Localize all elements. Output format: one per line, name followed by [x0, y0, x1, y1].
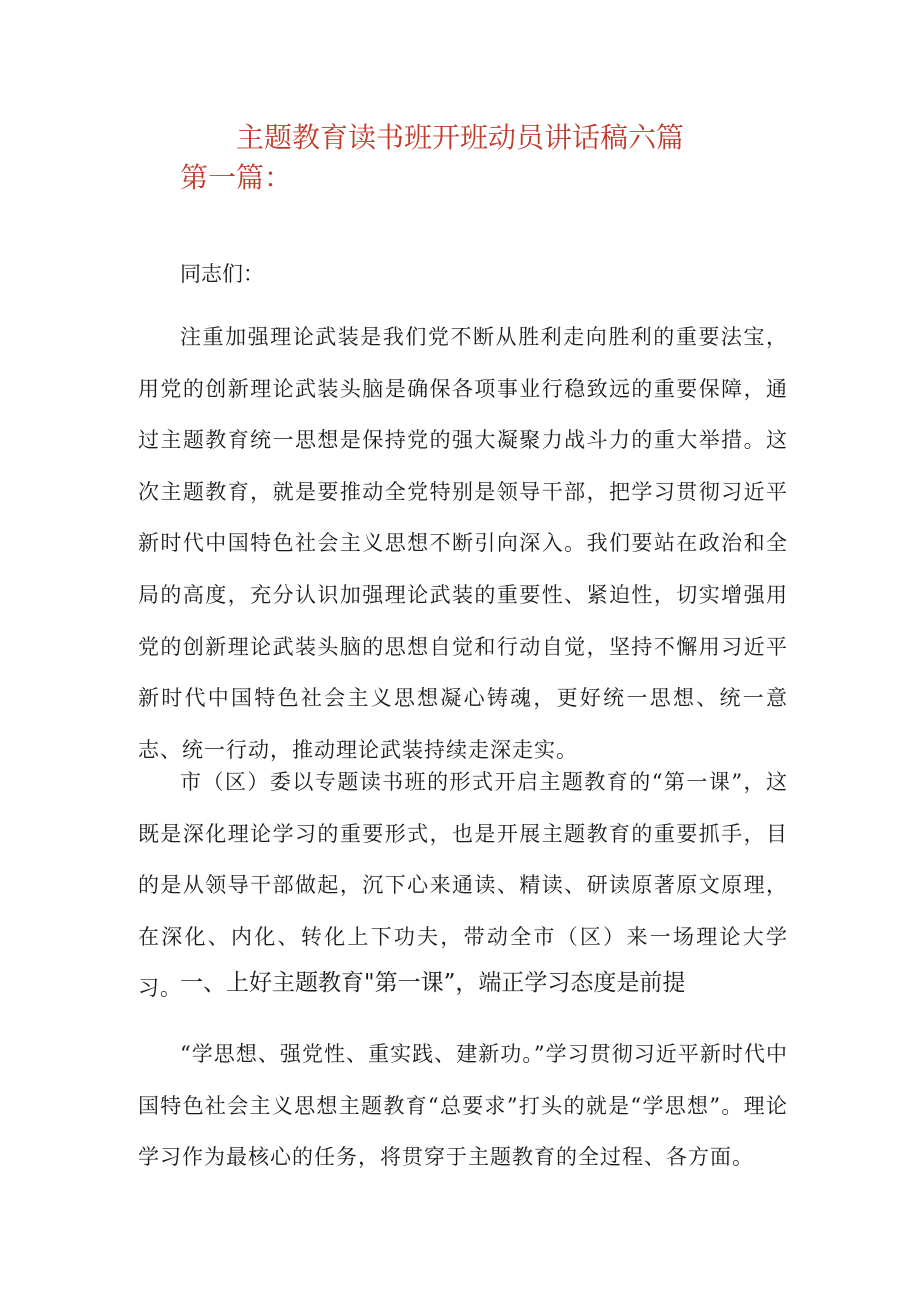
document-title: 主题教育读书班开班动员讲话稿六篇 — [235, 121, 684, 154]
section-paragraph: “学思想、强党性、重实践、建新功。”学习贯彻习近平新时代中国特色社会主义思想主题教育“总要求”打头的就是“学思想”。理论学习作为最核心的任务，将贯穿于主题教育的全过程、各方面。 — [138, 1042, 788, 1170]
body-paragraph: 注重加强理论武装是我们党不断从胜利走向胜利的重要法宝，用党的创新理论武装头脑是确保各项事业行稳致远的重要保障，通过主题教育统一思想是保持党的强大凝聚力战斗力的重大举措。这次主题教育，就是要推动全党特别是领导干部，把学习贯彻习近平新时代中国特色社会主义思想不断引向深入。我们要站在政治和全局的高度，充分认识加强理论武装的重要性、紧迫性，切实增强用党的创新理论武装头脑的思想自觉和行动自觉，坚持不懈用习近平新时代中国特色社会主义思想凝心铸魂，更好统一思想、统一意志、统一行动，推动理论武装持续走深走实。 — [138, 325, 788, 762]
body-paragraph: 市（区）委以专题读书班的形式开启主题教育的“第一课”，这既是深化理论学习的重要形式，也是开展主题教育的重要抓手，目的是从领导干部做起，沉下心来通读、精读、研读原著原文原理，在深化、内化、转化上下功夫，带动全市（区）来一场理论大学习。 — [138, 770, 788, 1001]
section-heading: 一、上好主题教育"第一课”，端正学习态度是前提 — [180, 970, 686, 996]
salutation: 同志们： — [180, 262, 264, 286]
chapter-heading: 第一篇： — [180, 161, 293, 194]
